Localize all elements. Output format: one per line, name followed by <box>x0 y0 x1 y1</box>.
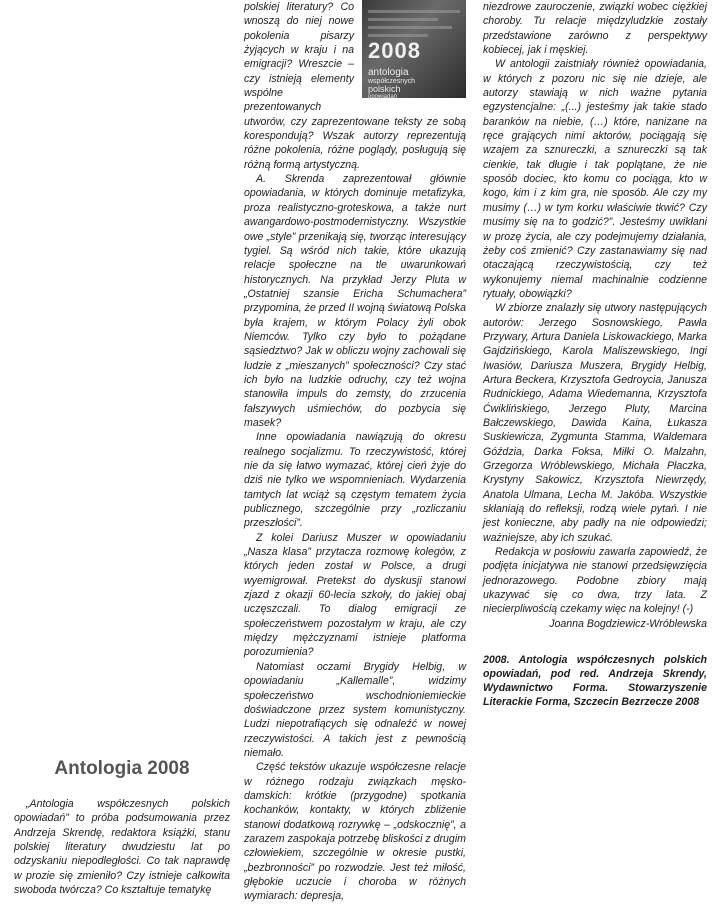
cover-decoration <box>368 10 460 13</box>
paragraph: A. Skrenda zaprezentował głównie opowiadania, w których dominuje metafizyka, proza realistyczno-groteskowa, a także nurt awangardowo-postmodernistyczny. Wszystkie owe „style” przenikają się, tworząc interesujący tygiel. Są wśród nich takie, które ukazują relacje społeczne na tle uwarunkowań historycznych. Na przykład Jerzy Pluta w „Ostatniej szansie Ericha Schumachera” przypomina, że przed II wojną światową Polska była krajem, w którym Polacy żyli obok Niemców. Tylko czy było to pożądane sąsiedztwo? Jak w obliczu wojny zachowali się ludzie z „mieszanych” społeczności? Czy stać ich było na ludzkie odruchy, czy też wojna stanowiła impuls do zemsty, do zrzucenia fałszywych uśmiechów, do pozbycia się masek? <box>244 173 466 429</box>
cover-decoration <box>368 26 452 29</box>
paragraph: polskiej literatury? Co wnoszą do niej nowe pokolenia pisarzy żyjących w kraju i na emigracji? Wreszcie – czy istnieją elementy wspólne prezentowanych utworów, czy zaprezentowane teksty ze sobą korespondują? Wszak autorzy reprezentują różne pokolenia, różne poglądy, posługują się różną formą artystyczną. <box>244 1 466 171</box>
paragraph: W zbiorze znalazły się utwory następujących autorów: Jerzego Sosnowskiego, Pawła Przywary, Artura Daniela Liskowackiego, Marka Gajdzińskiego, Karola Maliszewskiego, Ingi Iwasiów, Dariusza Muszera, Brygidy Helbig, Artura Beckera, Krzysztofa Gedroycia, Janusza Rudnickiego, Adama Wiedemanna, Krzysztofa Ćwiklińskiego, Jerzego Pluty, Marcina Bałczewskiego, Dawida Kaina, Łukasza Suskiewicza, Zygmunta Stamma, Waldemara Góździa, Darka Foksa, Miłki O. Malzahn, Grzegorza Wróblewskiego, Michała Płaczka, Krystyny Sakowicz, Krzysztofa Niewrzędy, Anatola Ulmana, Lecha M. Jakóba. Wszystkie skłaniają do refleksji, rodzą wiele pytań. I nie jest konieczne, aby padły na nie odpowiedzi; ważniejsze, aby ich szukać. <box>483 302 707 544</box>
paragraph: Inne opowiadania nawiązują do okresu realnego socjalizmu. To rzeczywistość, której nie da się łatwo wymazać, której cień żyje do dziś nie tylko we wspomnieniach. Wydarzenia tamtych lat wciąż są częstym tematem życia publicznego, szczególnie przy „rozliczaniu przeszłości”. <box>244 431 466 530</box>
paragraph: niezdrowe zauroczenie, związki wobec ciężkiej choroby. Tu relacje międzyludzkie zostały przedstawione zarówno z perspektywy kobiecej, jak i męskiej. <box>483 1 707 57</box>
cover-year: 2008 <box>368 38 421 63</box>
cover-title-line: antologia <box>368 67 409 78</box>
text-column-1 <box>14 797 230 897</box>
text-column-3 <box>483 0 707 709</box>
cover-title-line: opowiadań <box>368 94 398 98</box>
paragraph: Natomiast oczami Brygidy Helbig, w opowiadaniu „Kallemalle”, widzimy społeczeństwo wschodnioniemieckie doświadczone przez system komunistyczny. Ludzi niepotrafiących się odnaleźć w nowej rzeczywistości. A takich jest z pewnością niemało. <box>244 660 466 759</box>
article-title: Antologia 2008 <box>54 758 190 779</box>
paragraph: „Antologia współczesnych polskich opowiadań” to próba podsumowania przez Andrzeja Skrendę, redaktora książki, stanu polskiej literatury dwudziestu lat po odzyskaniu niepodległości. Co tak naprawdę w prozie się zmieniło? Czy istnieje całkowita swoboda twórcza? Co kształtuje tematykę <box>14 798 230 897</box>
paragraph: Redakcja w posłowiu zawarła zapowiedź, że podjęta inicjatywa nie stanowi przedsięwzięcia jednorazowego. Podobne zbiory mają ukazywać się co dwa, trzy lata. Z niecierpliwością czekamy więc na kolejny! (-) <box>483 546 707 616</box>
cover-decoration <box>368 18 438 21</box>
cover-decoration <box>368 34 428 37</box>
author-signature: Joanna Bogdziewicz-Wróblewska <box>549 617 707 630</box>
cover-title-line: polskich <box>368 84 401 94</box>
paragraph: Część tekstów ukazuje współczesne relacje w różnego rodzaju związkach męsko-damskich: krótkie (przygodne) spotkania kochanków, kontakty, w których zbliżenie stanowi dodatkową rozrywkę – „odskocznię”, a zarazem zaspokaja potrzebę bliskości z drugim człowiekiem, szczególnie w okresie pustki, „bezbronności” po rozwodzie. Jest też miłość, głębokie uczucie i choroba w różnych wymiarach: depresja, <box>244 761 466 903</box>
paragraph: W antologii zaistniały również opowiadania, w których z pozoru nic się nie dzieje, ale autorzy stawiają w nich ważne pytania egzystencjalne: „(...) jesteśmy jak takie stado baranków na niebie, (…) które, nanizane na ręce grających nimi aktorów, pociągają się wzajem za sznureczki, a sznureczki są tak cienkie, tak długie i tak poplątane, że nie sposób dociec, kto komu co pociąga, kto w kogo, kim i z kim gra, nie sposób. Ale czy my musimy (…) w tym korku właściwie tkwić? Czy musimy się na to godzić?”. Jesteśmy uwikłani w prozę życia, ale czy podejmujemy działania, żeby coś zmienić? Czy zastanawiamy się nad otaczającą rzeczywistością, czy też wykonujemy niemal machinalnie codzienne rytuały, obowiązki? <box>483 58 707 300</box>
book-cover-image <box>362 0 466 98</box>
paragraph: Z kolei Dariusz Muszer w opowiadaniu „Nasza klasa” przytacza rozmowę kolegów, z których jeden został w Polsce, a drugi wyemigrował. Pretekst do dyskusji stanowi zjazd z okazji 60-lecia szkoły, do jakiej obaj uczęszczali. To dialog emigracji ze społeczeństwem pozostałym w kraju, ale czy między mężczyznami istnieje platforma porozumienia? <box>244 531 466 659</box>
cover-title-line: współczesnych <box>368 78 416 85</box>
book-caption: 2008. Antologia współczesnych polskich opowiadań, pod red. Andrzeja Skrendy, Wydawnictwo Forma. Stowarzyszenie Literackie Forma, Szczecin Bezrzecze 2008 <box>483 654 707 709</box>
text-column-2 <box>244 0 466 904</box>
